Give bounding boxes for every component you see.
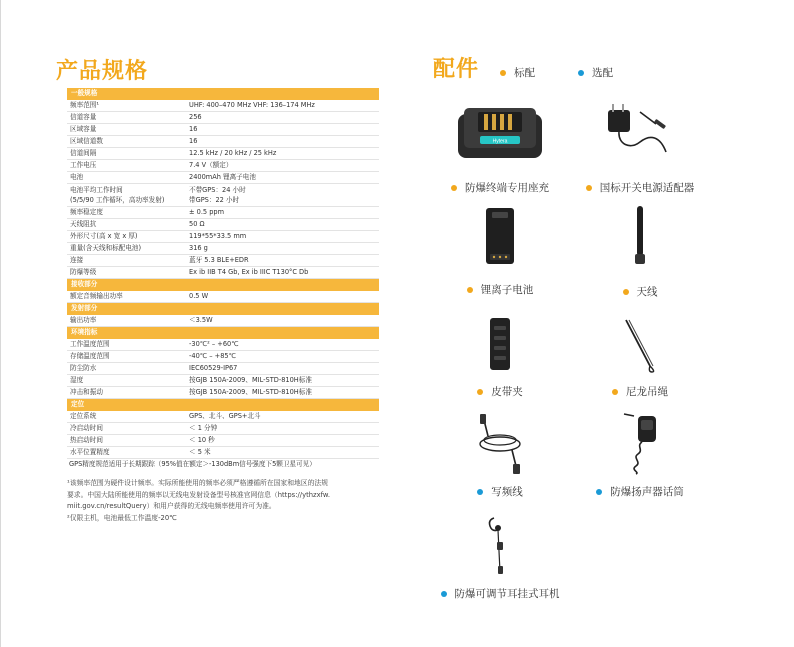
accessory-antenna xyxy=(565,204,715,299)
specs-title: 产品规格 xyxy=(56,59,149,84)
spec-row xyxy=(67,435,379,447)
spec-key: 重量(含天线和标配电池) xyxy=(70,244,142,252)
spec-value: 316 g xyxy=(189,244,208,252)
spec-key: 输出功率 xyxy=(70,316,97,324)
spec-key: 冷启动时间 xyxy=(70,424,103,432)
spec-section-header xyxy=(67,303,379,315)
spec-key: 存储温度范围 xyxy=(70,352,110,360)
spec-value: 0.5 W xyxy=(189,292,209,300)
spec-key: 工作温度范围 xyxy=(70,340,110,348)
spec-row xyxy=(67,255,379,267)
spec-key: 额定音频输出功率 xyxy=(70,292,123,300)
spec-value: 2400mAh 锂离子电池 xyxy=(189,173,256,181)
spec-section-label: 环境指标 xyxy=(71,328,98,336)
spec-value xyxy=(189,185,379,205)
spec-value: ＜ 5 米 xyxy=(189,448,211,456)
accessory-lanyard xyxy=(565,316,715,399)
spec-key: 区域容量 xyxy=(70,125,97,133)
spec-section-label: 接收部分 xyxy=(71,280,98,288)
spec-key: 热启动时间 xyxy=(70,436,103,444)
spec-key: 防尘防水 xyxy=(70,364,97,372)
spec-value: 按GJB 150A-2009、MIL-STD-810H标准 xyxy=(189,388,312,396)
spec-row xyxy=(67,423,379,435)
spec-value: -30℃² – +60℃ xyxy=(189,340,239,348)
spec-value: GPS、北斗、GPS+北斗 xyxy=(189,412,261,420)
spec-key: 信道容量 xyxy=(70,113,97,121)
spec-row xyxy=(67,160,379,172)
spec-key: 信道间隔 xyxy=(70,149,97,157)
spec-row xyxy=(67,184,379,207)
earpiece-icon xyxy=(480,512,520,576)
accessory-earpiece xyxy=(420,512,580,601)
spec-row xyxy=(67,447,379,459)
standard-dot-icon xyxy=(500,70,506,76)
spec-section-header xyxy=(67,327,379,339)
spec-row xyxy=(67,207,379,219)
spec-key-line: (5/5/90 工作循环，高功率发射) xyxy=(70,196,165,204)
spec-key: 频率范围¹ xyxy=(70,101,100,109)
spec-row xyxy=(67,172,379,184)
spec-value: IEC60529-IP67 xyxy=(189,364,238,372)
accessory-charger xyxy=(420,100,580,195)
standard-dot-icon xyxy=(477,389,483,395)
legend-optional xyxy=(578,65,613,80)
spec-value: 16 xyxy=(189,137,198,145)
lanyard-icon xyxy=(620,316,660,374)
spec-key-line: 电池平均工作时间 xyxy=(70,186,123,194)
spec-row xyxy=(67,124,379,136)
spec-row xyxy=(67,363,379,375)
spec-row xyxy=(67,375,379,387)
legend-optional-label: 选配 xyxy=(592,67,613,79)
footnote-line: 要求。中国大陆所能使用的频率以无线电发射设备型号核准官网信息（https://ythzxfw. xyxy=(67,490,331,499)
charger-base-icon xyxy=(452,100,548,164)
accessory-label: 防爆扬声器话筒 xyxy=(565,484,715,499)
standard-dot-icon xyxy=(467,287,473,293)
accessory-label: 防爆终端专用座充 xyxy=(420,180,580,195)
accessory-label: 皮带夹 xyxy=(420,384,580,399)
accessory-label: 天线 xyxy=(565,284,715,299)
accessory-label: 锂离子电池 xyxy=(420,282,580,297)
spec-value: 按GJB 150A-2009、MIL-STD-810H标准 xyxy=(189,376,312,384)
legend-standard xyxy=(500,65,535,80)
accessory-speaker-mic xyxy=(565,410,715,499)
accessory-belt-clip xyxy=(420,316,580,399)
spec-note xyxy=(67,459,379,470)
optional-dot-icon xyxy=(441,591,447,597)
spec-value: 50 Ω xyxy=(189,220,205,228)
spec-value: ＜ 1 分钟 xyxy=(189,424,218,432)
spec-value-line: 带GPS：22 小时 xyxy=(189,196,240,204)
programming-cable-icon xyxy=(470,410,530,476)
spec-value: -40℃ – +85℃ xyxy=(189,352,236,360)
page-edge-line xyxy=(0,0,1,647)
standard-dot-icon xyxy=(623,289,629,295)
spec-row xyxy=(67,100,379,112)
spec-value: 16 xyxy=(189,125,198,133)
spec-value: 119*55*33.5 mm xyxy=(189,232,247,240)
belt-clip-icon xyxy=(485,316,515,372)
accessory-adapter xyxy=(565,102,715,195)
spec-key: 防爆等级 xyxy=(70,268,97,276)
spec-row xyxy=(67,387,379,399)
optional-dot-icon xyxy=(477,489,483,495)
spec-key: 冲击和振动 xyxy=(70,388,103,396)
footnote-line: miit.gov.cn/resultQuery）和用户获得的无线电频率使用许可为准。 xyxy=(67,502,276,510)
accessory-label: 防爆可调节耳挂式耳机 xyxy=(420,586,580,601)
spec-key: 连接 xyxy=(70,256,84,264)
spec-row xyxy=(67,411,379,423)
accessory-label: 写频线 xyxy=(420,484,580,499)
spec-key: 定位系统 xyxy=(70,412,97,420)
spec-row xyxy=(67,339,379,351)
spec-value: UHF: 400–470 MHz VHF: 136–174 MHz xyxy=(189,101,315,109)
spec-key: 水平位置精度 xyxy=(70,448,110,456)
svg-text:Hytera: Hytera xyxy=(492,138,508,145)
standard-dot-icon xyxy=(586,185,592,191)
accessories-title: 配件 xyxy=(433,57,480,82)
spec-key: 频率稳定度 xyxy=(70,208,103,216)
optional-dot-icon xyxy=(578,70,584,76)
spec-section-header xyxy=(67,399,379,411)
footnotes xyxy=(67,478,387,524)
footnote-line: ¹该频率范围为硬件设计频率。实际所能使用的频率必须严格遵循所在国家和地区的法规 xyxy=(67,479,329,487)
spec-row xyxy=(67,243,379,255)
accessory-label: 国标开关电源适配器 xyxy=(565,180,715,195)
battery-icon xyxy=(480,206,520,266)
spec-row xyxy=(67,148,379,160)
spec-section-label: 一般规格 xyxy=(71,89,98,97)
spec-value: 蓝牙 5.3 BLE+EDR xyxy=(189,256,249,264)
spec-table xyxy=(67,88,379,470)
accessory-battery xyxy=(420,206,580,297)
spec-value: 256 xyxy=(189,113,202,121)
spec-value: ± 0.5 ppm xyxy=(189,208,224,216)
spec-key: 区域信道数 xyxy=(70,137,103,145)
spec-row xyxy=(67,219,379,231)
spec-key: 外形尺寸(高 x 宽 x 厚) xyxy=(70,232,138,240)
spec-value: 12.5 kHz / 20 kHz / 25 kHz xyxy=(189,149,277,157)
spec-row xyxy=(67,351,379,363)
spec-row xyxy=(67,291,379,303)
spec-key: 湿度 xyxy=(70,376,84,384)
antenna-icon xyxy=(628,204,652,268)
legend-standard-label: 标配 xyxy=(514,67,535,79)
spec-row xyxy=(67,112,379,124)
standard-dot-icon xyxy=(451,185,457,191)
spec-section-header xyxy=(67,279,379,291)
spec-key xyxy=(67,185,189,205)
spec-value: Ex ib IIB T4 Gb, Ex ib IIIC T130°C Db xyxy=(189,268,309,276)
spec-section-label: 定位 xyxy=(71,400,85,408)
power-adapter-icon xyxy=(600,102,680,164)
spec-value-line: 不带GPS：24 小时 xyxy=(189,186,246,194)
footnote-line: ²仅限主机，电池最低工作温度-20℃ xyxy=(67,513,177,522)
spec-section-header xyxy=(67,88,379,100)
spec-key: 天线阻抗 xyxy=(70,220,97,228)
optional-dot-icon xyxy=(596,489,602,495)
spec-row xyxy=(67,267,379,279)
spec-value: 7.4 V（额定） xyxy=(189,161,233,169)
spec-value: ＜3.5W xyxy=(189,316,213,324)
spec-value: ＜ 10 秒 xyxy=(189,436,215,444)
accessory-label: 尼龙吊绳 xyxy=(565,384,715,399)
spec-note-text: GPS精度规范适用于长期跟踪（95%值在额定＞-130dBm信号强度下5颗卫星可见） xyxy=(69,460,316,468)
spec-row xyxy=(67,231,379,243)
spec-row xyxy=(67,136,379,148)
spec-section-label: 发射部分 xyxy=(71,304,98,312)
standard-dot-icon xyxy=(612,389,618,395)
speaker-mic-icon xyxy=(610,410,670,476)
spec-key: 电池 xyxy=(70,173,84,181)
accessory-programming-cable xyxy=(420,410,580,499)
spec-key: 工作电压 xyxy=(70,161,97,169)
spec-row xyxy=(67,315,379,327)
